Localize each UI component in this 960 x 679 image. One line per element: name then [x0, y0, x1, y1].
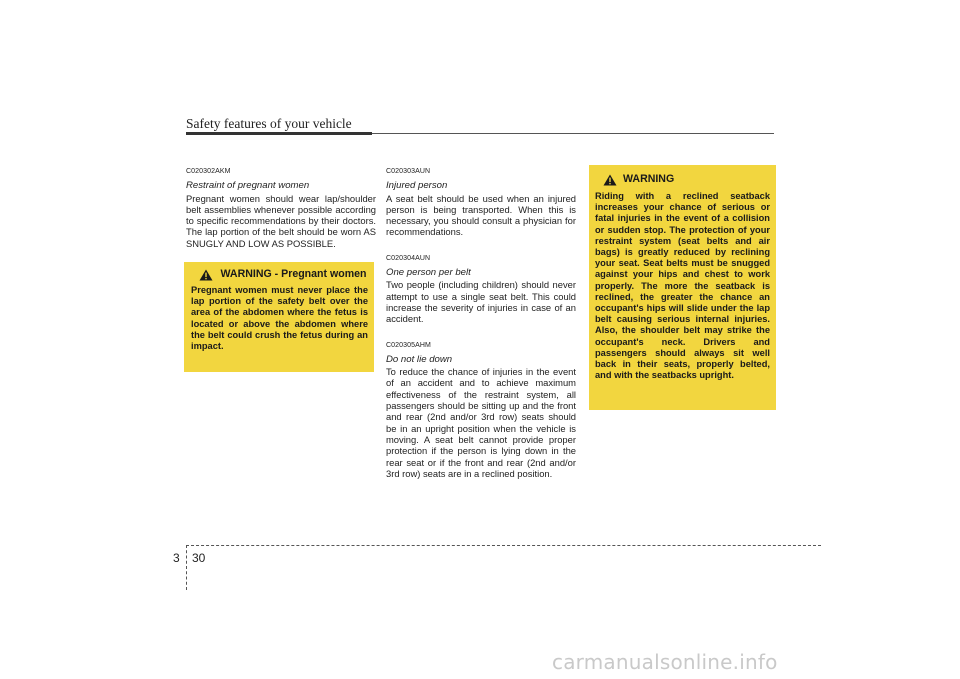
warning-box-reclined — [589, 165, 776, 410]
section-text: To reduce the chance of injuries in the event of an accident and to achieve maximum effectiveness of the restraint system, all passengers should be sitting up and the front and rear (2nd and/or 3rd row) seats should be in an upright position when the vehicle is moving. A seat belt cannot provide proper protection if the person is lying down in the rear seat or if the front and rear (2nd and/or 3rd row) seats are in a reclined position. — [386, 366, 576, 479]
watermark: carmanualsonline.info — [552, 650, 778, 674]
section-text: Pregnant women should wear lap/shoulder belt assemblies whenever possible according to specific recommendations by their doctors. The lap portion of the belt should be worn AS SNUGLY AND LOW AS POSSIBLE. — [186, 192, 376, 249]
warning-triangle-icon — [603, 174, 617, 186]
section-code: C020303AUN — [386, 168, 431, 175]
section-one-person-per-belt — [386, 253, 576, 325]
warning-text: Pregnant women must never place the lap portion of the safety belt over the area of the abdomen where the fetus is located or above the abdomen where the belt could crush the fetus during an impact. — [191, 285, 368, 352]
warning-title: WARNING - Pregnant women — [220, 268, 367, 280]
warning-box-pregnant — [184, 262, 374, 372]
warning-triangle-icon — [199, 269, 213, 281]
warning-title: WARNING — [623, 173, 675, 185]
section-code: C020302AKM — [186, 168, 231, 175]
section-heading: Injured person — [386, 180, 448, 192]
section-code: C020305AHM — [386, 341, 431, 349]
column-left — [186, 166, 376, 249]
page-header-title: Safety features of your vehicle — [186, 116, 352, 131]
warning-text: Riding with a reclined seatback increases your chance of serious or fatal injuries in the event of a collision or sudden stop. The protection of your restraint system (seat belts and air bags) is greatly reduced by reclining your seat. Seat belts must be snugged against your hips and chest to work properly. The more the seatback is reclined, the greater the chance an occupant's hips will slide under the lap belt causing serious internal injuries. Also, the shoulder belt may strike the occupant's neck. Drivers and passengers should always sit well back in their seats, properly belted, and with the seatbacks upright. — [595, 191, 770, 381]
section-do-not-lie-down — [386, 340, 576, 480]
section-text: A seat belt should be used when an injured person is being transported. When this is necessary, you should consult a physician for recommendations. — [386, 192, 576, 238]
section-heading: One person per belt — [386, 267, 471, 279]
header-rule-thin — [372, 133, 774, 134]
section-text: Two people (including children) should never attempt to use a single seat belt. This could increase the severity of injuries in case of an accident. — [386, 279, 576, 325]
section-heading: Restraint of pregnant women — [186, 180, 310, 192]
section-injured-person — [386, 166, 576, 238]
header-rule — [186, 132, 372, 135]
page-number: 30 — [192, 551, 206, 565]
chapter-number: 3 — [173, 551, 180, 565]
column-middle — [386, 166, 576, 494]
footer-rule-vertical — [186, 545, 187, 590]
section-heading: Do not lie down — [386, 353, 453, 365]
section-code: C020304AUN — [386, 254, 431, 262]
footer-rule — [186, 545, 821, 546]
